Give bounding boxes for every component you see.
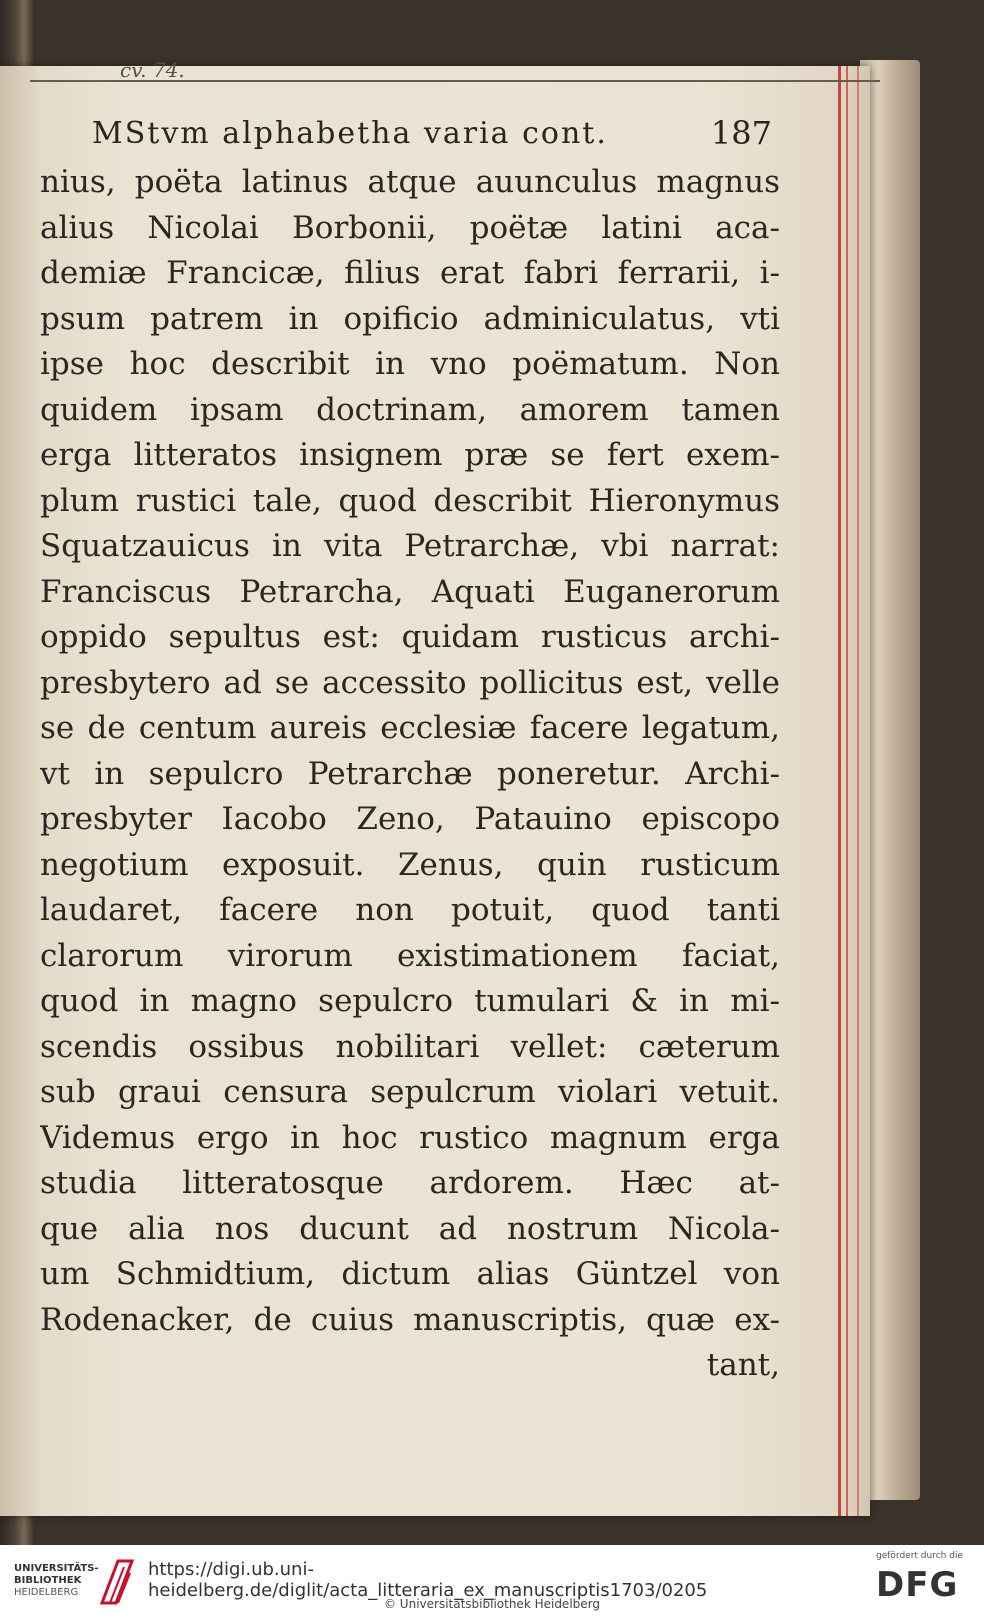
text-line: que alia nos ducunt ad nostrum Nicola- (40, 1210, 780, 1247)
text-line: psum patrem in opificio adminiculatus, vti (40, 300, 780, 337)
copyright-notice: © Universitätsbibliothek Heidelberg (383, 1597, 600, 1611)
text-line: erga litteratos insignem præ se fert exem- (40, 437, 780, 473)
text-line: quod in magno sepulcro tumulari & in mi- (40, 983, 780, 1019)
shelfmark-text: cv. 74. (120, 58, 185, 82)
funding-label: gefördert durch die (876, 1551, 963, 1561)
text-line: Squatzauicus in vita Petrarchæ, vbi narrat: (40, 528, 780, 564)
dfg-logo: DFG (876, 1565, 959, 1605)
library-logo-text (14, 1563, 104, 1599)
text-line: vt in sepulcro Petrarchæ poneretur. Archi- (40, 755, 780, 792)
text-line: sub graui censura sepulcrum violari vetuit. (40, 1074, 780, 1110)
text-line: oppido sepultus est: quidam rusticus archi- (40, 619, 780, 655)
text-line: scendis ossibus nobilitari vellet: cæterum (40, 1028, 780, 1065)
text-line: presbyter Iacobo Zeno, Patauino episcopo (40, 801, 780, 837)
page-number: 187 (710, 114, 772, 152)
library-name-line: BIBLIOTHEK (14, 1575, 82, 1586)
catchword: tant, (706, 1347, 780, 1383)
text-line: Franciscus Petrarcha, Aquati Euganerorum (40, 573, 780, 610)
text-line: alius Nicolai Borbonii, poëtæ latini aca- (40, 209, 780, 246)
viewer-footer (0, 1545, 984, 1618)
running-head (92, 112, 772, 162)
text-line: plum rustici tale, quod describit Hieronymus (40, 482, 780, 519)
text-line: presbytero ad se accessito pollicitus est, velle (40, 664, 780, 701)
running-head-title: MStvm alphabetha varia cont. (92, 116, 608, 151)
text-line: laudaret, facere non potuit, quod tanti (40, 892, 780, 928)
permalink-url[interactable]: https://digi.ub.uni-heidelberg.de/diglit/acta_litteraria_ex_manuscriptis1703/0205 (148, 1559, 708, 1601)
library-name-line: UNIVERSITÄTS- (14, 1563, 99, 1574)
shelfmark (30, 58, 880, 82)
text-line: Rodenacker, de cuius manuscriptis, quæ ex- (40, 1301, 780, 1338)
text-line: quidem ipsam doctrinam, amorem tamen (40, 391, 780, 428)
text-line: Videmus ergo in hoc rustico magnum erga (40, 1119, 780, 1156)
library-name-line: HEIDELBERG (14, 1587, 79, 1598)
text-line: negotium exposuit. Zenus, quin rusticum (40, 846, 780, 883)
text-line: nius, poëta latinus atque auunculus magnus (40, 164, 780, 200)
text-line: um Schmidtium, dictum alias Güntzel von (40, 1256, 780, 1292)
text-line: ipse hoc describit in vno poëmatum. Non (40, 346, 780, 382)
text-line: se de centum aureis ecclesiæ facere legatum, (40, 710, 780, 746)
text-line: demiæ Francicæ, filius erat fabri ferrarii, i- (40, 255, 780, 291)
red-edge-line (857, 66, 859, 1516)
text-line: studia litteratosque ardorem. Hæc at- (40, 1165, 780, 1201)
red-edge-line (846, 66, 848, 1516)
body-text (40, 160, 780, 1389)
red-edge-line (838, 66, 841, 1516)
text-line: clarorum virorum existimationem faciat, (40, 937, 780, 974)
